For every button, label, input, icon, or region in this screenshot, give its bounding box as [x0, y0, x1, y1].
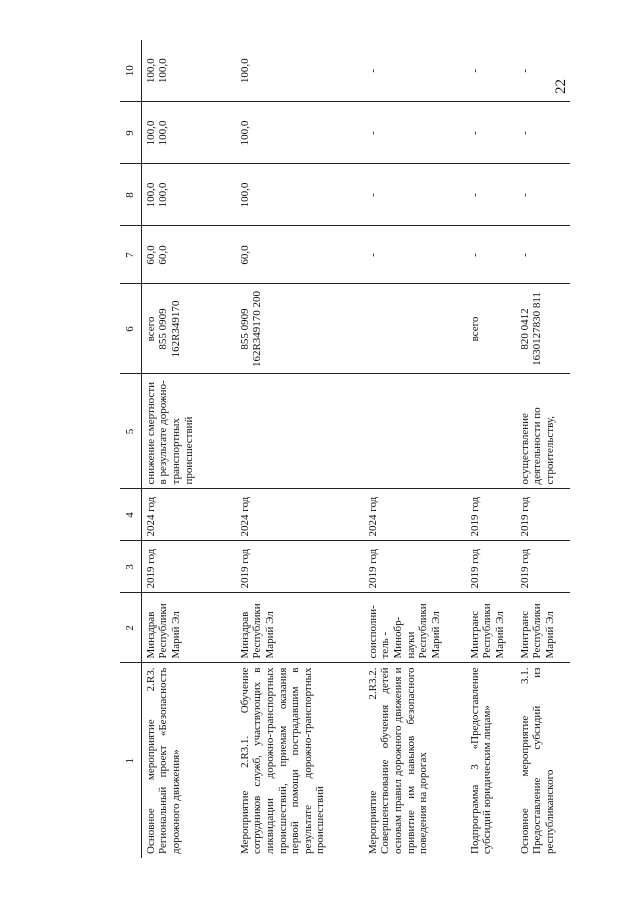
rotated-table-container: [120, 40, 590, 858]
header-cell: 1: [120, 663, 141, 858]
table-cell: -: [516, 40, 570, 102]
table-row: [516, 40, 570, 858]
table-cell: 100,0 100,0: [141, 102, 236, 164]
table-row: [364, 40, 466, 858]
header-row: [120, 40, 141, 858]
table-cell: -: [466, 164, 516, 226]
table-cell: [466, 374, 516, 489]
table-cell: -: [466, 40, 516, 102]
table-cell: Минтранс Республики Марий Эл: [516, 593, 570, 663]
table-cell: 100,0: [236, 40, 364, 102]
program-table: [120, 40, 570, 858]
table-cell: 2019 год: [466, 489, 516, 541]
header-cell: 7: [120, 226, 141, 284]
table-cell: 855 0909 162R349170 200: [236, 284, 364, 374]
table-cell: -: [364, 40, 466, 102]
table-cell: Минздрав Республики Марий Эл: [236, 593, 364, 663]
table-cell: -: [466, 102, 516, 164]
table-cell: 100,0 100,0: [141, 164, 236, 226]
table-cell: 100,0 100,0: [141, 40, 236, 102]
table-cell: 60,0 60,0: [141, 226, 236, 284]
table-cell: 2019 год: [466, 541, 516, 593]
table-cell: -: [466, 226, 516, 284]
table-cell: -: [516, 102, 570, 164]
table-cell: [364, 284, 466, 374]
table-cell: 2019 год: [236, 541, 364, 593]
table-cell: Подпрограмма 3 «Предоставление субсидий юридическим лицам»: [468, 667, 494, 854]
table-cell: 2024 год: [141, 489, 236, 541]
table-cell: -: [516, 164, 570, 226]
header-cell: 3: [120, 541, 141, 593]
table-row: [141, 40, 236, 858]
table-cell: 820 0412 1630127830 811: [516, 284, 570, 374]
table-cell: 2024 год: [364, 489, 466, 541]
table-cell: всего 855 0909 162R349170: [141, 284, 236, 374]
table-cell: 2019 год: [516, 541, 570, 593]
table-cell: 100,0: [236, 102, 364, 164]
table-cell: Мероприятие 2.R3.1. Обучение сотрудников служб, участвующих в ликвидации дорожно-транспортных происшествий, приемам оказания первой помощи пострадавшим в результате дорожно-транспортных происшествий: [238, 667, 327, 854]
table-cell: осуществление деятельности по строительству,: [516, 374, 570, 489]
header-cell: 5: [120, 374, 141, 489]
table-cell: 60,0: [236, 226, 364, 284]
header-cell: 4: [120, 489, 141, 541]
header-cell: 8: [120, 164, 141, 226]
table-cell: соисполни-тель - Минобр-науки Республики Марий Эл: [364, 593, 466, 663]
table-cell: всего: [466, 284, 516, 374]
table-cell: Мероприятие 2.R3.2. Совершенствование обучения детей основам правил дорожного движения и привитие им навыков безопасного поведения на дорогах: [366, 667, 430, 854]
header-cell: 6: [120, 284, 141, 374]
header-cell: 2: [120, 593, 141, 663]
table-cell: Основное мероприятие 3.1. Предоставление субсидий из республиканского: [518, 667, 556, 854]
table-cell: Минтранс Республики Марий Эл: [466, 593, 516, 663]
table-cell: -: [364, 102, 466, 164]
table-cell: -: [364, 226, 466, 284]
table-cell: 2019 год: [364, 541, 466, 593]
table-cell: 2019 год: [141, 541, 236, 593]
page-number: 22: [553, 79, 569, 94]
table-cell: 2024 год: [236, 489, 364, 541]
table-cell: [364, 374, 466, 489]
table-cell: 2019 год: [516, 489, 570, 541]
header-cell: 9: [120, 102, 141, 164]
table-cell: -: [516, 226, 570, 284]
header-cell: 10: [120, 40, 141, 102]
table-cell: 100,0: [236, 164, 364, 226]
table-cell: снижение смертности в результате дорожно-транспортных происшествий: [141, 374, 236, 489]
table-row: [236, 40, 364, 858]
table-cell: Минздрав Республики Марий Эл: [141, 593, 236, 663]
table-cell: [236, 374, 364, 489]
table-row: [466, 40, 516, 858]
table-cell: -: [364, 164, 466, 226]
table-cell: Основное мероприятие 2.R3. Региональный проект «Безопасность дорожного движения»: [144, 667, 182, 854]
